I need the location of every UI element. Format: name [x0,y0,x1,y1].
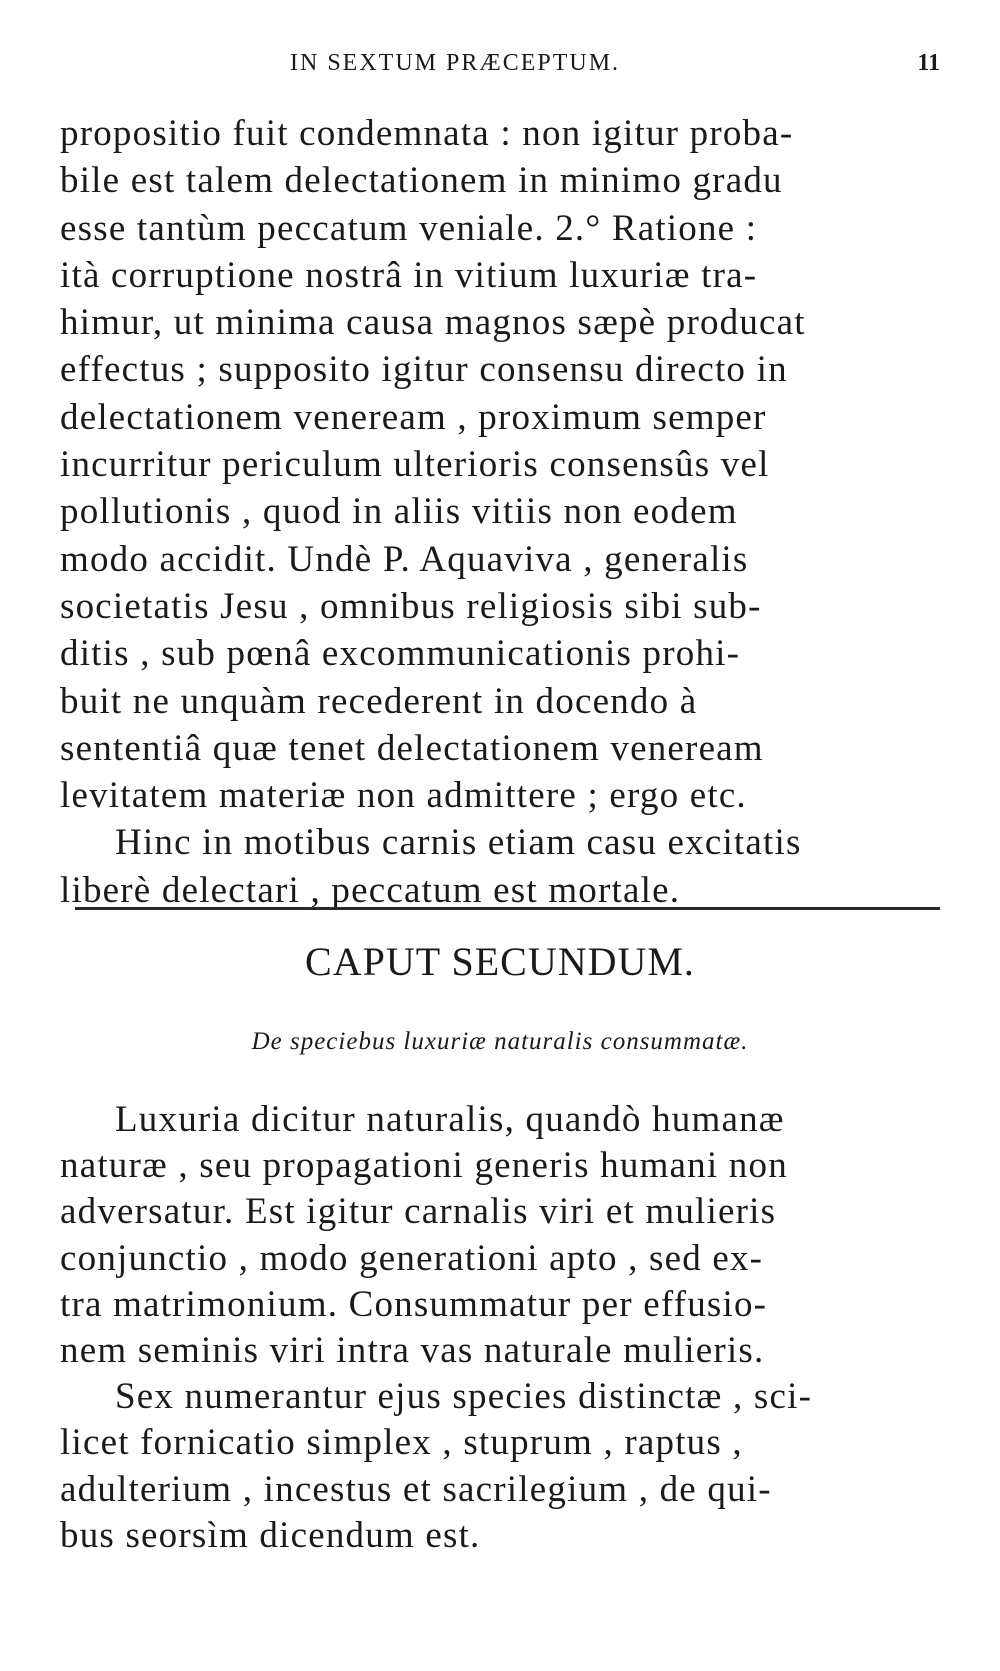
text-line: buit ne unquàm recederent in docendo à [60,680,698,722]
running-title: IN SEXTUM PRÆCEPTUM. [290,50,621,76]
bottom-paragraph [60,1097,940,1559]
text-line: levitatem materiæ non admittere ; ergo etc. [60,775,747,817]
text-line: sententiâ quæ tenet delectationem veneream [60,727,764,769]
running-head [60,50,940,80]
text-line: esse tantùm peccatum veniale. 2.° Ratione : [60,207,758,249]
text-line: adversatur. Est igitur carnalis viri et mulieris [60,1191,777,1233]
text-line: ditis , sub pœnâ excommunicationis prohi- [60,633,741,675]
text-line: adulterium , incestus et sacrilegium , de qui- [60,1468,772,1510]
text-line: pollutionis , quod in aliis vitiis non eodem [60,491,738,533]
text-line: effectus ; supposito igitur consensu directo in [60,349,788,391]
text-line: conjunctio , modo generationi apto , sed ex- [60,1237,764,1279]
text-line: bile est talem delectationem in minimo gradu [60,160,783,202]
text-line: bus seorsìm dicendum est. [60,1514,481,1556]
chapter-subtitle: De speciebus luxuriæ naturalis consummatæ. [251,1028,749,1055]
text-line: tra matrimonium. Consummatur per effusio- [60,1283,768,1325]
text-line: societatis Jesu , omnibus religiosis sibi sub- [60,585,762,627]
section-divider [75,907,940,910]
text-line: Hinc in motibus carnis etiam casu excitatis [115,822,802,864]
text-line: Luxuria dicitur naturalis, quandò humanæ [115,1099,785,1140]
text-line: nem seminis viri intra vas naturale mulieris. [60,1330,765,1372]
text-line: naturæ , seu propagationi generis humani non [60,1145,788,1187]
text-line: Sex numerantur ejus species distinctæ , sci- [115,1376,813,1418]
text-line: licet fornicatio simplex , stuprum , raptus , [60,1422,743,1464]
text-line: himur, ut minima causa magnos sæpè producat [60,302,806,344]
page-number: 11 [917,50,940,76]
chapter-title: CAPUT SECUNDUM. [305,939,695,984]
text-line: ità corruptione nostrâ in vitium luxuriæ tra- [60,254,758,296]
text-line: delectationem veneream , proximum semper [60,396,767,438]
text-line: liberè delectari , peccatum est mortale. [60,869,681,911]
text-line: modo accidit. Undè P. Aquaviva , generalis [60,538,749,580]
text-line: incurritur periculum ulterioris consensûs vel [60,444,770,486]
top-paragraph [60,110,940,914]
text-line: propositio fuit condemnata : non igitur proba- [60,113,794,154]
